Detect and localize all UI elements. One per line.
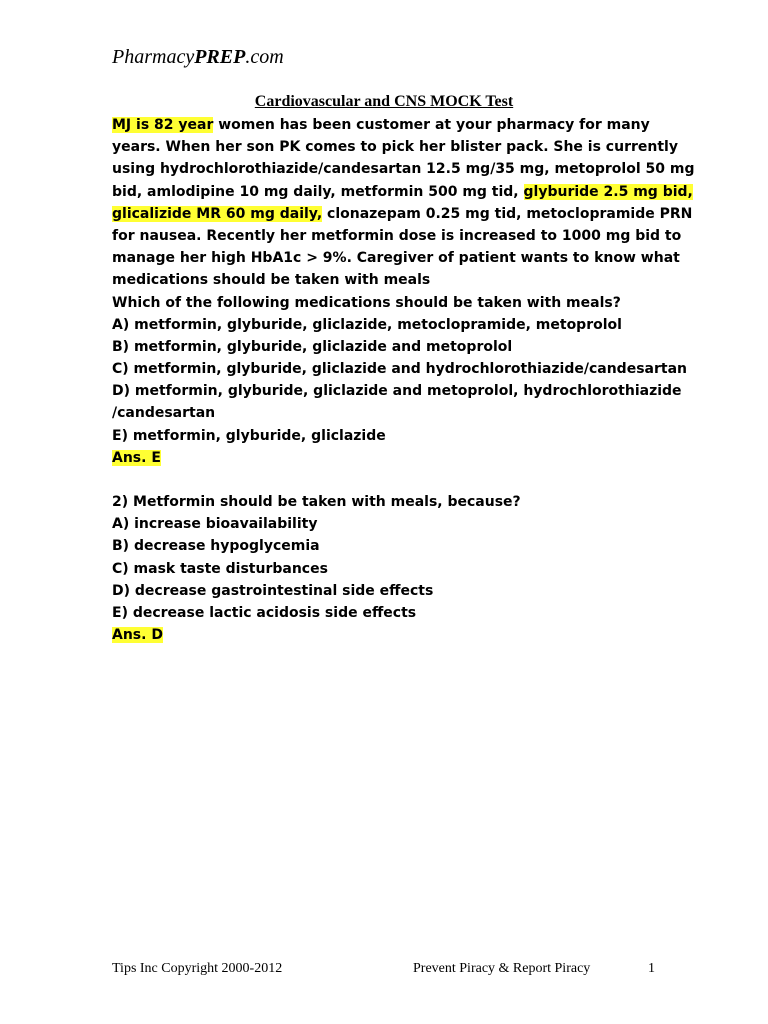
q1-option-b: B) metformin, glyburide, gliclazide and metoprolol [112,338,513,355]
q1-option-a: A) metformin, glyburide, gliclazide, metoclopramide, metoprolol [112,316,622,333]
q1-option-d-cont: /candesartan [112,405,216,422]
q1-answer [112,447,672,469]
q1-line-1 [112,114,672,136]
q1-highlight-gliclazide: glicalizide MR 60 mg daily, [112,205,323,222]
q2-option-a: A) increase bioavailability [112,516,318,533]
question-body [112,114,695,646]
q2-answer [112,624,672,646]
q1-highlight-age: MJ is 82 year [112,117,214,133]
q2-stem: 2) Metformin should be taken with meals, because? [112,494,521,510]
page-title: Cardiovascular and CNS MOCK Test [254,93,514,110]
brand-suffix: .com [245,46,284,68]
q1-line-4 [112,181,693,203]
q1-line-2: years. When her son PK comes to pick her blister pack. She is currently [112,139,678,156]
q1-line-7: manage her high HbA1c > 9%. Caregiver of patient wants to know what [112,250,680,267]
q1-line-1-rest: women has been customer at your pharmacy for many [213,117,650,133]
q1-stem: Which of the following medications should be taken with meals? [112,294,621,311]
q1-line-4-pre: bid, amlodipine 10 mg daily, metformin 500 mg tid, [112,183,524,200]
brand-prefix: Pharmacy [112,46,195,68]
q2-option-d: D) decrease gastrointestinal side effects [112,582,434,599]
q1-option-d: D) metformin, glyburide, gliclazide and metoprolol, hydrochlorothiazide [112,383,682,400]
footer-copyright: Tips Inc Copyright 2000-2012 [112,961,283,976]
q1-line-8: medications should be taken with meals [112,272,431,289]
q1-line-3: using hydrochlorothiazide/candesartan 12.5 mg/35 mg, metoprolol 50 mg [112,161,695,178]
q1-option-e: E) metformin, glyburide, gliclazide [112,427,386,444]
question-spacer [112,469,672,491]
site-header [112,46,284,69]
q1-line-6: for nausea. Recently her metformin dose is increased to 1000 mg bid to [112,227,682,244]
q2-answer-highlight: Ans. D [112,627,163,644]
q1-answer-highlight: Ans. E [112,449,161,466]
q1-highlight-glyburide: glyburide 2.5 mg bid, [523,183,693,200]
q1-line-5 [112,203,693,225]
q1-line-5-rest: clonazepam 0.25 mg tid, metoclopramide PRN [322,205,693,222]
q2-option-c: C) mask taste disturbances [112,560,328,577]
q1-option-c: C) metformin, glyburide, gliclazide and hydrochlorothiazide/candesartan [112,361,687,378]
footer-page-number: 1 [648,961,655,976]
q2-option-e: E) decrease lactic acidosis side effects [112,604,417,621]
q2-option-b: B) decrease hypoglycemia [112,538,320,555]
brand-bold: PREP [194,46,246,68]
footer-piracy-notice: Prevent Piracy & Report Piracy [413,961,591,976]
